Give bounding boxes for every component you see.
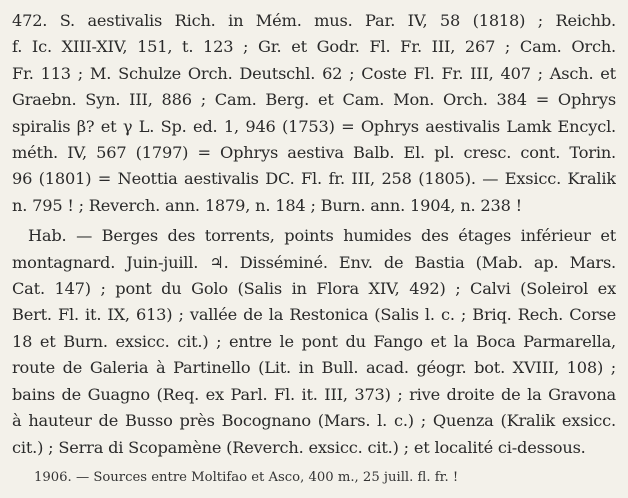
collection-footnote: 1906. — Sources entre Moltifao et Asco, 400 m., 25 juill. fl. fr. ! [34, 469, 459, 485]
entry-line: méth. IV, 567 (1797) = Ophrys aestiva Balb. El. pl. cresc. cont. Torin. [12, 143, 616, 163]
entry-line: Fr. 113 ; M. Schulze Orch. Deutschl. 62 ; Coste Fl. Fr. III, 407 ; Asch. et [12, 63, 616, 83]
habitat-line: route de Galeria à Partinello (Lit. in Bull. acad. géogr. bot. XVIII, 108) ; [12, 358, 616, 378]
habitat-line: montagnard. Juin-juill. ♃. Disséminé. Env. de Bastia (Mab. ap. Mars. [12, 252, 616, 272]
habitat-line: bains de Guagno (Req. ex Parl. Fl. it. III, 373) ; rive droite de la Gravona [12, 384, 616, 404]
habitat-line: Cat. 147) ; pont du Golo (Salis in Flora XIV, 492) ; Calvi (Soleirol ex [12, 279, 616, 299]
entry-line: f. Ic. XIII-XIV, 151, t. 123 ; Gr. et Godr. Fl. Fr. III, 267 ; Cam. Orch. [12, 37, 616, 57]
entry-line: spiralis β? et γ L. Sp. ed. 1, 946 (1753) = Ophrys aestivalis Lamk Encycl. [12, 116, 616, 136]
entry-line: Graebn. Syn. III, 886 ; Cam. Berg. et Cam. Mon. Orch. 384 = Ophrys [12, 90, 616, 110]
entry-line: 472. S. aestivalis Rich. in Mém. mus. Par. IV, 58 (1818) ; Reichb. [12, 11, 616, 30]
habitat-line: 18 et Burn. exsicc. cit.) ; entre le pont du Fango et la Boca Parmarella, [12, 331, 616, 351]
habitat-paragraph [12, 223, 616, 461]
habitat-line: Bert. Fl. it. IX, 613) ; vallée de la Restonica (Salis l. c. ; Briq. Rech. Corse [12, 305, 616, 325]
entry-line: 96 (1801) = Neottia aestivalis DC. Fl. fr. III, 258 (1805). — Exsicc. Kralik [12, 169, 616, 189]
species-entry [12, 8, 616, 219]
habitat-line: à hauteur de Busso près Bocognano (Mars. l. c.) ; Quenza (Kralik exsicc. [12, 411, 616, 431]
entry-line: n. 795 ! ; Reverch. ann. 1879, n. 184 ; Burn. ann. 1904, n. 238 ! [12, 195, 522, 215]
habitat-line: cit.) ; Serra di Scopamène (Reverch. exsicc. cit.) ; et localité ci-dessous. [12, 437, 586, 457]
habitat-line: Hab. — Berges des torrents, points humides des étages inférieur et [28, 226, 616, 246]
